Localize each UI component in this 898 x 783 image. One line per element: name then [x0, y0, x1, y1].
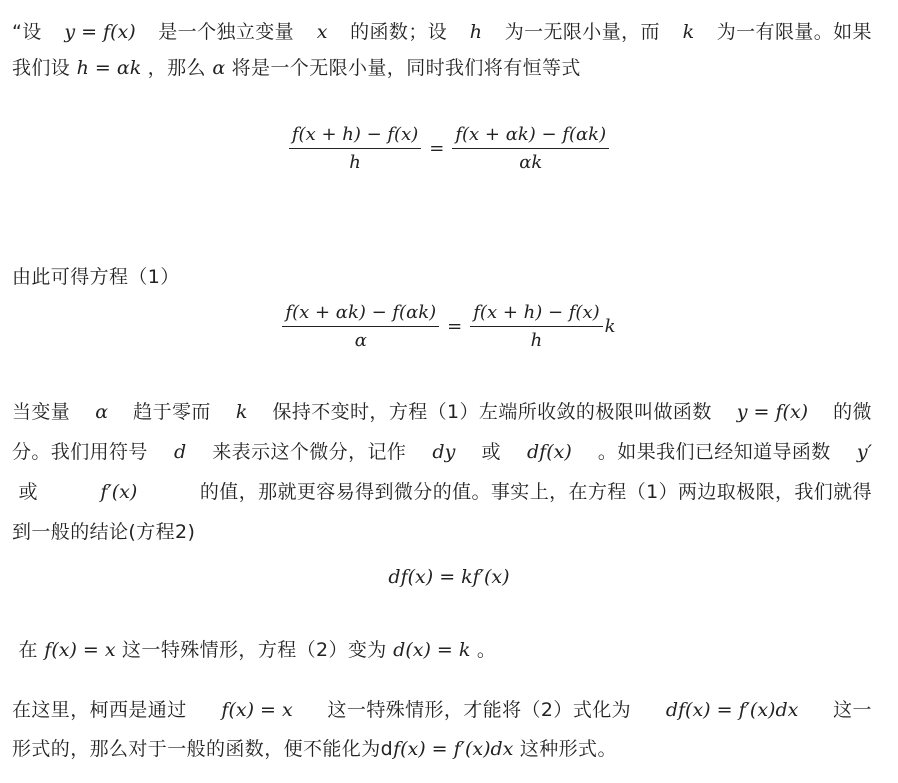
math-inline: df(x) = f′(x)dx	[665, 699, 799, 721]
math-inline: x	[316, 21, 328, 43]
math-inline: df(x)	[527, 441, 572, 463]
text-run: 当变量	[12, 401, 77, 423]
math-inline: f′(x)	[100, 481, 138, 503]
text-run: 在这里，柯西是通过	[12, 699, 194, 721]
math-inline: y = f(x)	[736, 401, 809, 423]
para2-line2	[12, 432, 872, 472]
math-inline: h	[469, 21, 483, 43]
text-run: 。如果我们已经知道导函数	[591, 441, 838, 463]
text-run: 将是一个无限小量，同时我们将有恒等式	[225, 57, 581, 79]
fraction-denominator: αk	[519, 152, 543, 173]
math-inline: d(x) = k	[393, 639, 471, 661]
math-inline: dy	[432, 441, 456, 463]
text-run: 的微	[826, 401, 872, 423]
text-run: 分。我们用符号	[12, 441, 155, 463]
math-inline: f(x) = x	[221, 699, 293, 721]
text-run: 这种形式。	[513, 738, 617, 760]
fraction-left	[282, 302, 439, 351]
para3-line1	[12, 690, 872, 730]
para2-line1	[12, 392, 872, 432]
text-run: 在	[12, 639, 45, 661]
derive-line: 由此可得方程（1）	[12, 266, 180, 288]
para1-line2	[12, 48, 872, 88]
text-run: 形式的，那么对于一般的函数，便不能化为d	[12, 738, 394, 760]
text-run: 这一特殊情形，才能将（2）式化为	[321, 699, 638, 721]
math-inline: d	[173, 441, 187, 463]
math-inline: f(x) = x	[44, 639, 116, 661]
text-run: 是一个独立变量	[151, 21, 301, 43]
equation-1	[0, 302, 898, 351]
text-run: 的值，那就更容易得到微分的值。事实上，在方程（1）两边取极限，我们就得	[193, 481, 872, 503]
fraction-denominator: h	[530, 330, 543, 351]
para1-line1	[12, 12, 872, 52]
math-inline: y = f(x)	[64, 21, 136, 43]
text-run: 为一无限小量，而	[498, 21, 667, 43]
math-inline: α	[95, 401, 109, 423]
math-inline: α	[212, 57, 226, 79]
text-run: 或	[12, 481, 45, 503]
math-inline: k	[682, 21, 695, 43]
special-case-line	[12, 630, 872, 670]
text-run: 趋于零而	[126, 401, 218, 423]
text-run: 保持不变时，方程（1）左端所收敛的极限叫做函数	[265, 401, 719, 423]
text-run: 或	[475, 441, 508, 463]
text-run: 这一	[826, 699, 872, 721]
fraction-denominator: α	[354, 330, 367, 351]
text-run: ，那么	[141, 57, 213, 79]
math-inline: k	[235, 401, 248, 423]
para2-line3	[12, 472, 872, 512]
text-run: 。	[470, 639, 497, 661]
text-run: “设	[12, 21, 49, 43]
text-run: 的函数；设	[343, 21, 454, 43]
math-inline: f(x) = f′(x)dx	[393, 738, 514, 760]
equation-tail: k	[604, 316, 616, 337]
fraction-right	[452, 124, 609, 173]
fraction-left	[289, 124, 421, 173]
equation-identity	[0, 124, 898, 173]
fraction-denominator: h	[349, 152, 361, 173]
fraction-right	[470, 302, 602, 351]
equation-2: df(x) = kf′(x)	[388, 566, 510, 588]
text-run: 为一有限量。如果	[710, 21, 872, 43]
text-run: 这一特殊情形，方程（2）变为	[115, 639, 394, 661]
equals-sign: =	[429, 138, 445, 159]
equals-sign: =	[447, 316, 463, 337]
para3-line2	[12, 729, 872, 769]
para2-line4	[12, 512, 872, 552]
text-run: 到一般的结论(方程2)	[12, 521, 196, 543]
text-run: 来表示这个微分，记作	[205, 441, 413, 463]
math-inline: y′	[856, 441, 872, 463]
text-run: 我们设	[12, 57, 77, 79]
fraction-numerator: f(x + h) − f(x)	[289, 124, 421, 149]
fraction-numerator: f(x + αk) − f(αk)	[452, 124, 609, 149]
fraction-numerator: f(x + αk) − f(αk)	[282, 302, 439, 327]
math-inline: h = αk	[76, 57, 142, 79]
fraction-numerator: f(x + h) − f(x)	[470, 302, 602, 327]
